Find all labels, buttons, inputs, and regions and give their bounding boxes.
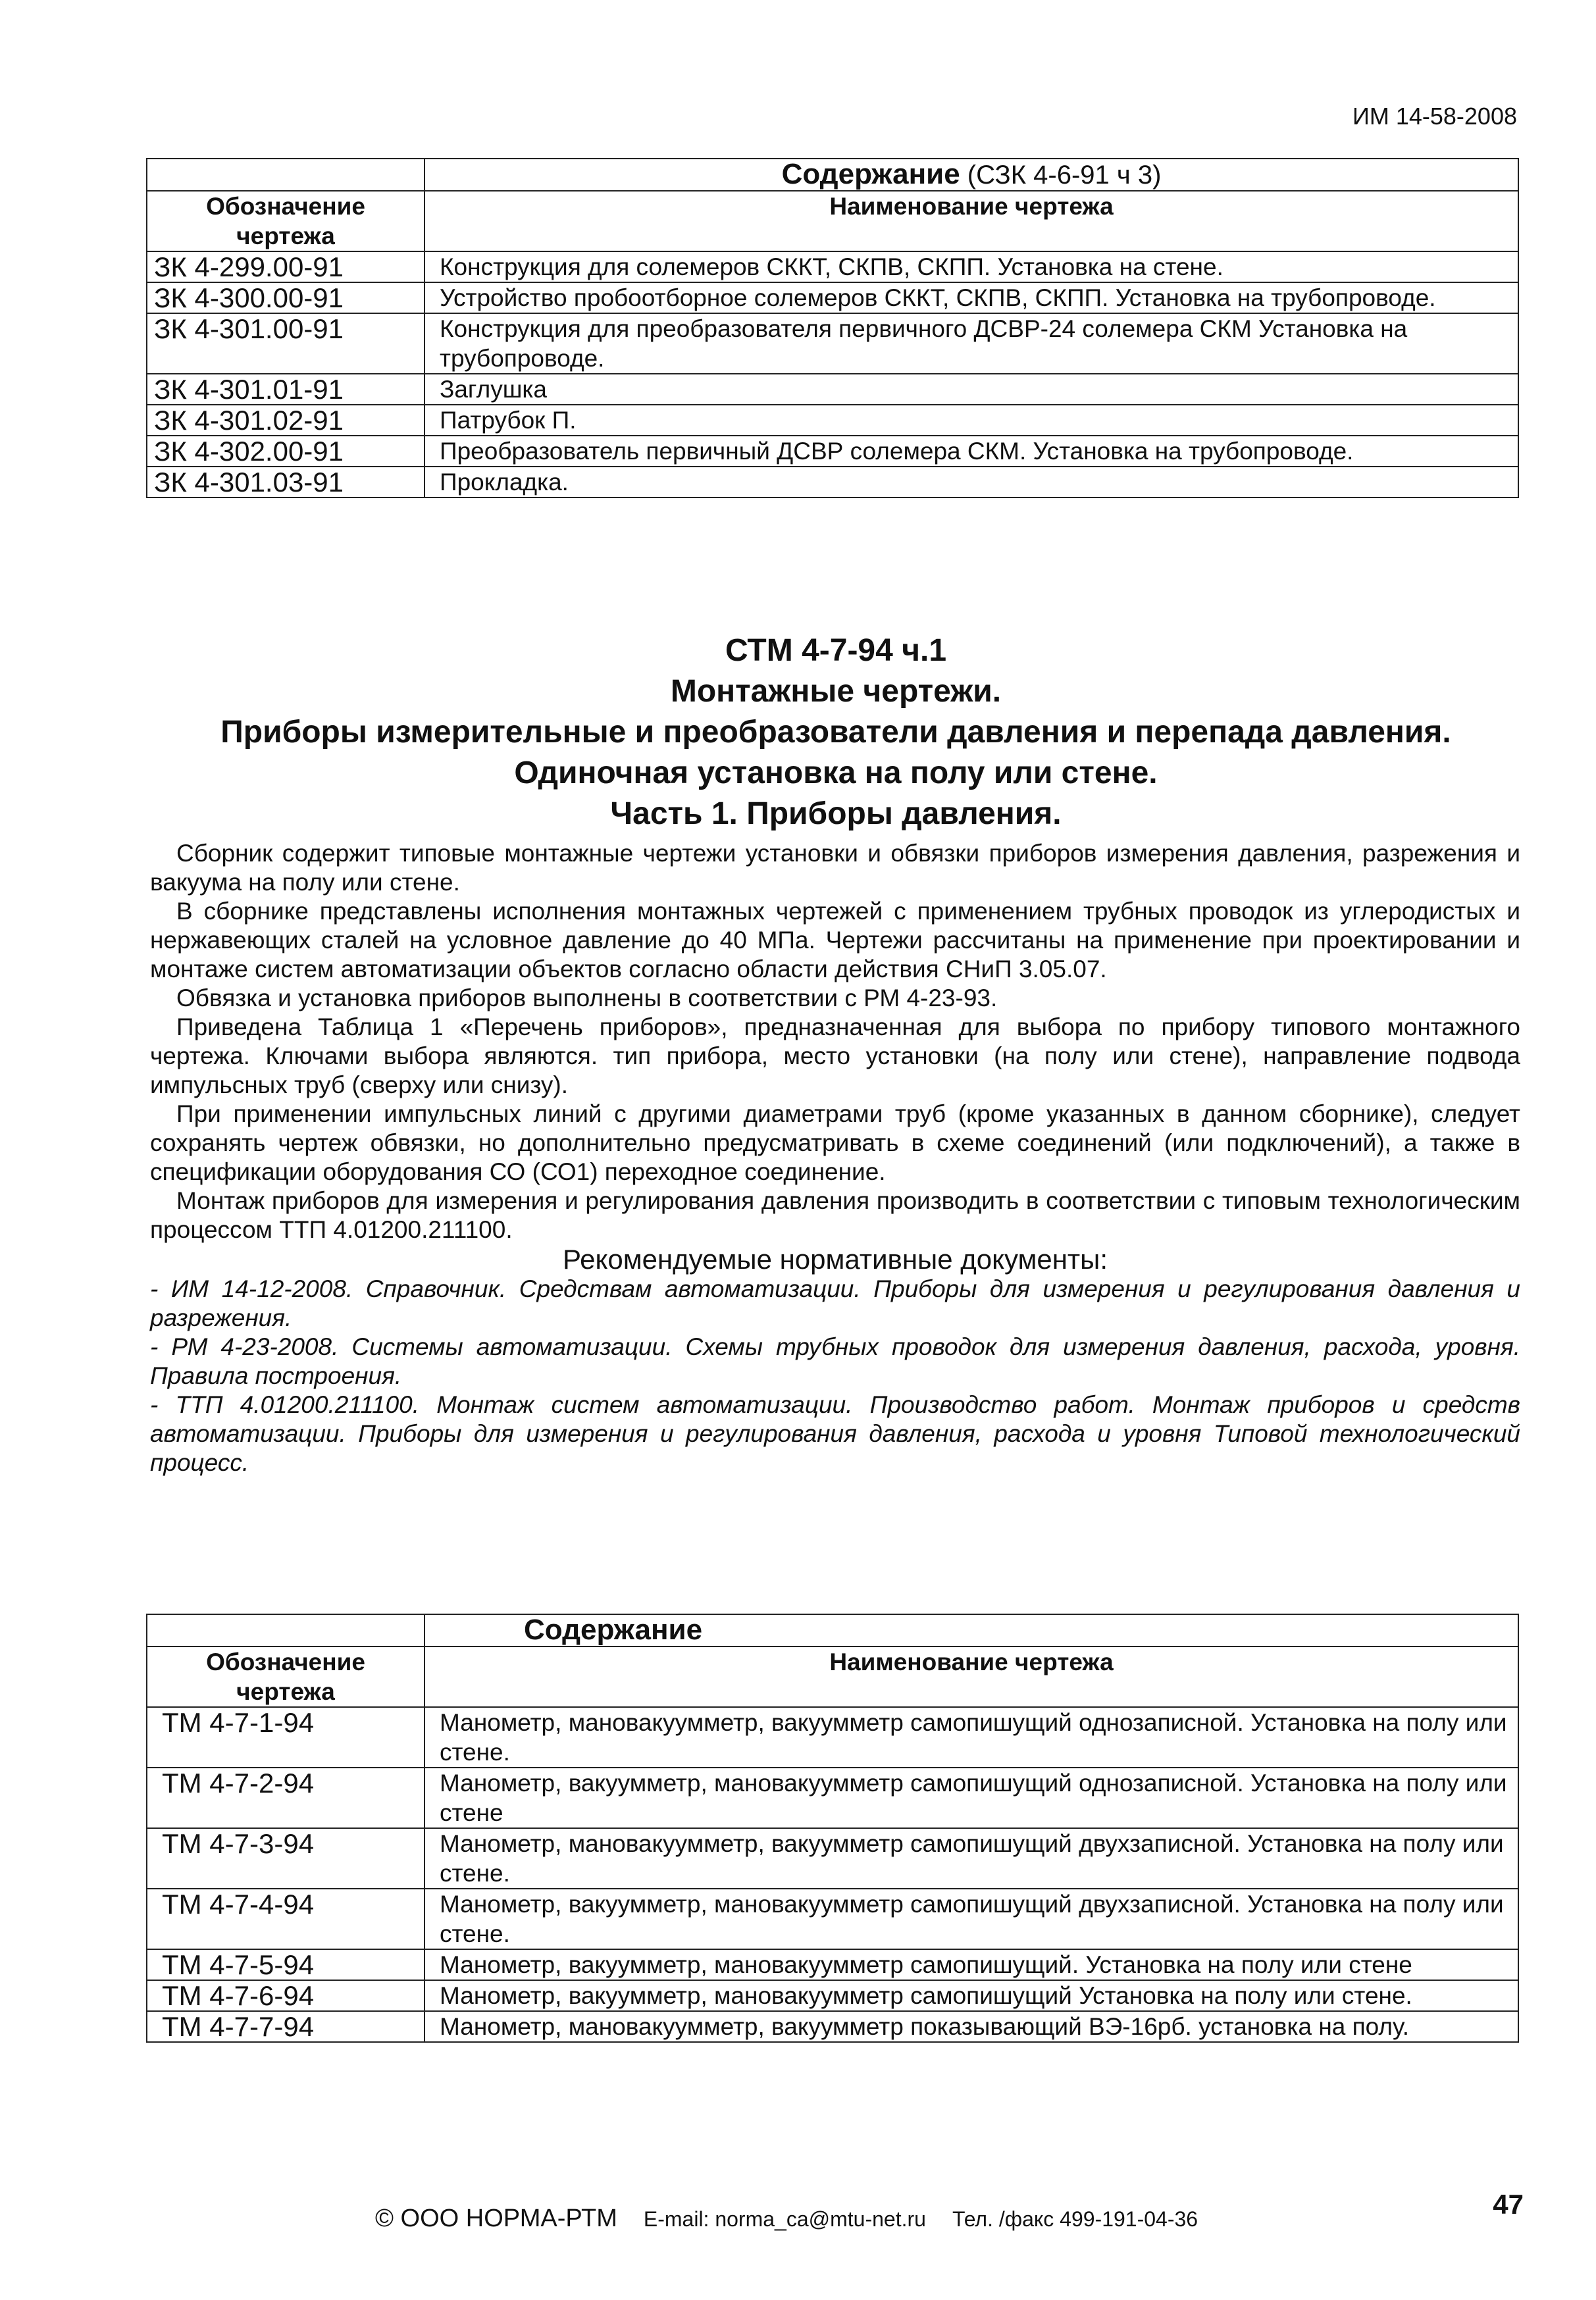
table-caption-title: Содержание bbox=[524, 1614, 703, 1646]
table-row bbox=[147, 1768, 1518, 1828]
table-caption-row bbox=[147, 1614, 1518, 1647]
table-caption-title: Содержание bbox=[781, 158, 960, 190]
section-title-code: СТМ 4-7-94 ч.1 bbox=[725, 633, 947, 668]
column-header-name: Наименование чертежа bbox=[425, 1647, 1518, 1707]
column-header-name: Наименование чертежа bbox=[425, 191, 1518, 251]
drawing-code: ЗК 4-301.01-91 bbox=[147, 374, 425, 405]
references-title: Рекомендуемые нормативные документы: bbox=[562, 1244, 1108, 1275]
table-row bbox=[147, 1889, 1518, 1949]
drawing-name: Манометр, вакуумметр, мановакуумметр самопишущий двухзаписной. Установка на полу или стене. bbox=[425, 1889, 1518, 1949]
paragraph: В сборнике представлены исполнения монтажных чертежей с применением трубных проводок из углеродистых и нержавеющих сталей на условное давление до 40 МПа. Чертежи рассчитаны на применение при проектировании и монтаже систем автоматизации объектов согласно области действия СНиП 3.05.07. bbox=[150, 898, 1520, 983]
page-footer bbox=[375, 2205, 1198, 2233]
table-row bbox=[147, 1949, 1518, 1980]
table-caption bbox=[425, 159, 1518, 191]
footer-phone: Тел. /факс 499-191-04-36 bbox=[952, 2207, 1198, 2231]
drawing-code: ТМ 4-7-5-94 bbox=[147, 1949, 425, 1980]
document-code: ИМ 14-58-2008 bbox=[1352, 103, 1517, 130]
table-caption-row bbox=[147, 159, 1518, 191]
section-title-part: Часть 1. Приборы давления. bbox=[610, 796, 1062, 831]
contents-table-szk bbox=[146, 158, 1519, 498]
table-caption bbox=[425, 1614, 1518, 1647]
table-row bbox=[147, 405, 1518, 436]
table-header-row bbox=[147, 191, 1518, 251]
drawing-name: Устройство пробоотборное солемеров СККТ, СКПВ, СКПП. Установка на трубопроводе. bbox=[425, 282, 1518, 313]
drawing-name: Конструкция для солемеров СККТ, СКПВ, СКПП. Установка на стене. bbox=[425, 251, 1518, 282]
column-header-code: Обозначение чертежа bbox=[147, 191, 425, 251]
page-number: 47 bbox=[1493, 2189, 1524, 2220]
table-row bbox=[147, 251, 1518, 282]
drawing-code: ЗК 4-299.00-91 bbox=[147, 251, 425, 282]
drawing-code: ЗК 4-301.00-91 bbox=[147, 313, 425, 374]
contents-table-stm bbox=[146, 1614, 1519, 2043]
drawing-code: ЗК 4-300.00-91 bbox=[147, 282, 425, 313]
table-row bbox=[147, 467, 1518, 498]
table-header-row bbox=[147, 1647, 1518, 1707]
section-title-line: Монтажные чертежи. bbox=[670, 674, 1002, 709]
drawing-name: Манометр, мановакуумметр, вакуумметр показывающий ВЭ-16рб. установка на полу. bbox=[425, 2011, 1518, 2042]
paragraph: При применении импульсных линий с другими диаметрами труб (кроме указанных в данном сборнике), следует сохранять чертеж обвязки, но дополнительно предусматривать в схеме соединений (или подключений), а также в спецификации оборудования СО (СО1) переходное соединение. bbox=[150, 1100, 1520, 1185]
section-title-line: Приборы измерительные и преобразователи давления и перепада давления. bbox=[220, 715, 1451, 750]
drawing-name: Конструкция для преобразователя первичного ДСВР-24 солемера СКМ Установка на трубопроводе. bbox=[425, 313, 1518, 374]
reference-item: - ИМ 14-12-2008. Справочник. Средствам автоматизации. Приборы для измерения и регулирования давления и разрежения. bbox=[150, 1275, 1520, 1331]
drawing-name: Заглушка bbox=[425, 374, 1518, 405]
drawing-name: Манометр, вакуумметр, мановакуумметр самопишущий Установка на полу или стене. bbox=[425, 1980, 1518, 2011]
drawing-code: ТМ 4-7-1-94 bbox=[147, 1707, 425, 1768]
drawing-code: ТМ 4-7-7-94 bbox=[147, 2011, 425, 2042]
table-row bbox=[147, 1707, 1518, 1768]
section-title-line: Одиночная установка на полу или стене. bbox=[514, 755, 1158, 790]
drawing-name: Патрубок П. bbox=[425, 405, 1518, 436]
copyright: © ООО НОРМА-РТМ bbox=[375, 2205, 617, 2232]
drawing-code: ТМ 4-7-2-94 bbox=[147, 1768, 425, 1828]
column-header-code: Обозначение чертежа bbox=[147, 1647, 425, 1707]
paragraph: Приведена Таблица 1 «Перечень приборов», предназначенная для выбора по прибору типового монтажного чертежа. Ключами выбора являются. тип прибора, место установки (на полу или стене), направление подвода импульсных труб (сверху или снизу). bbox=[150, 1013, 1520, 1098]
table-row bbox=[147, 313, 1518, 374]
drawing-name: Преобразователь первичный ДСВР солемера СКМ. Установка на трубопроводе. bbox=[425, 436, 1518, 467]
table-caption-note: (СЗК 4-6-91 ч 3) bbox=[967, 161, 1162, 190]
table-row bbox=[147, 1828, 1518, 1889]
drawing-code: ТМ 4-7-3-94 bbox=[147, 1828, 425, 1889]
drawing-code: ТМ 4-7-6-94 bbox=[147, 1980, 425, 2011]
table-row bbox=[147, 374, 1518, 405]
reference-item: - ТТП 4.01200.211100. Монтаж систем автоматизации. Производство работ. Монтаж приборов и средств автоматизации. Приборы для измерения и регулирования давления, расхода и уровня Типовой технологический процесс. bbox=[150, 1391, 1520, 1476]
table-row bbox=[147, 282, 1518, 313]
paragraph: Сборник содержит типовые монтажные чертежи установки и обвязки приборов измерения давления, разрежения и вакуума на полу или стене. bbox=[150, 840, 1520, 896]
drawing-code: ЗК 4-301.02-91 bbox=[147, 405, 425, 436]
table-row bbox=[147, 2011, 1518, 2042]
drawing-name: Манометр, мановакуумметр, вакуумметр самопишущий однозаписной. Установка на полу или стене. bbox=[425, 1707, 1518, 1768]
drawing-name: Манометр, вакуумметр, мановакуумметр самопишущий. Установка на полу или стене bbox=[425, 1949, 1518, 1980]
table-row bbox=[147, 1980, 1518, 2011]
section-title bbox=[151, 630, 1520, 834]
paragraph: Обвязка и установка приборов выполнены в соответствии с РМ 4-23-93. bbox=[176, 984, 998, 1011]
footer-email: E-mail: norma_ca@mtu-net.ru bbox=[643, 2207, 926, 2231]
drawing-code: ТМ 4-7-4-94 bbox=[147, 1889, 425, 1949]
drawing-name: Прокладка. bbox=[425, 467, 1518, 498]
section-body bbox=[150, 839, 1520, 1477]
drawing-name: Манометр, вакуумметр, мановакуумметр самопишущий однозаписной. Установка на полу или стене bbox=[425, 1768, 1518, 1828]
table-row bbox=[147, 436, 1518, 467]
drawing-code: ЗК 4-301.03-91 bbox=[147, 467, 425, 498]
paragraph: Монтаж приборов для измерения и регулирования давления производить в соответствии с типовым технологическим процессом ТТП 4.01200.211100. bbox=[150, 1187, 1520, 1243]
drawing-name: Манометр, мановакуумметр, вакуумметр самопишущий двухзаписной. Установка на полу или стене. bbox=[425, 1828, 1518, 1889]
reference-item: - РМ 4-23-2008. Системы автоматизации. Схемы трубных проводок для измерения давления, расхода, уровня. Правила построения. bbox=[150, 1333, 1520, 1389]
drawing-code: ЗК 4-302.00-91 bbox=[147, 436, 425, 467]
